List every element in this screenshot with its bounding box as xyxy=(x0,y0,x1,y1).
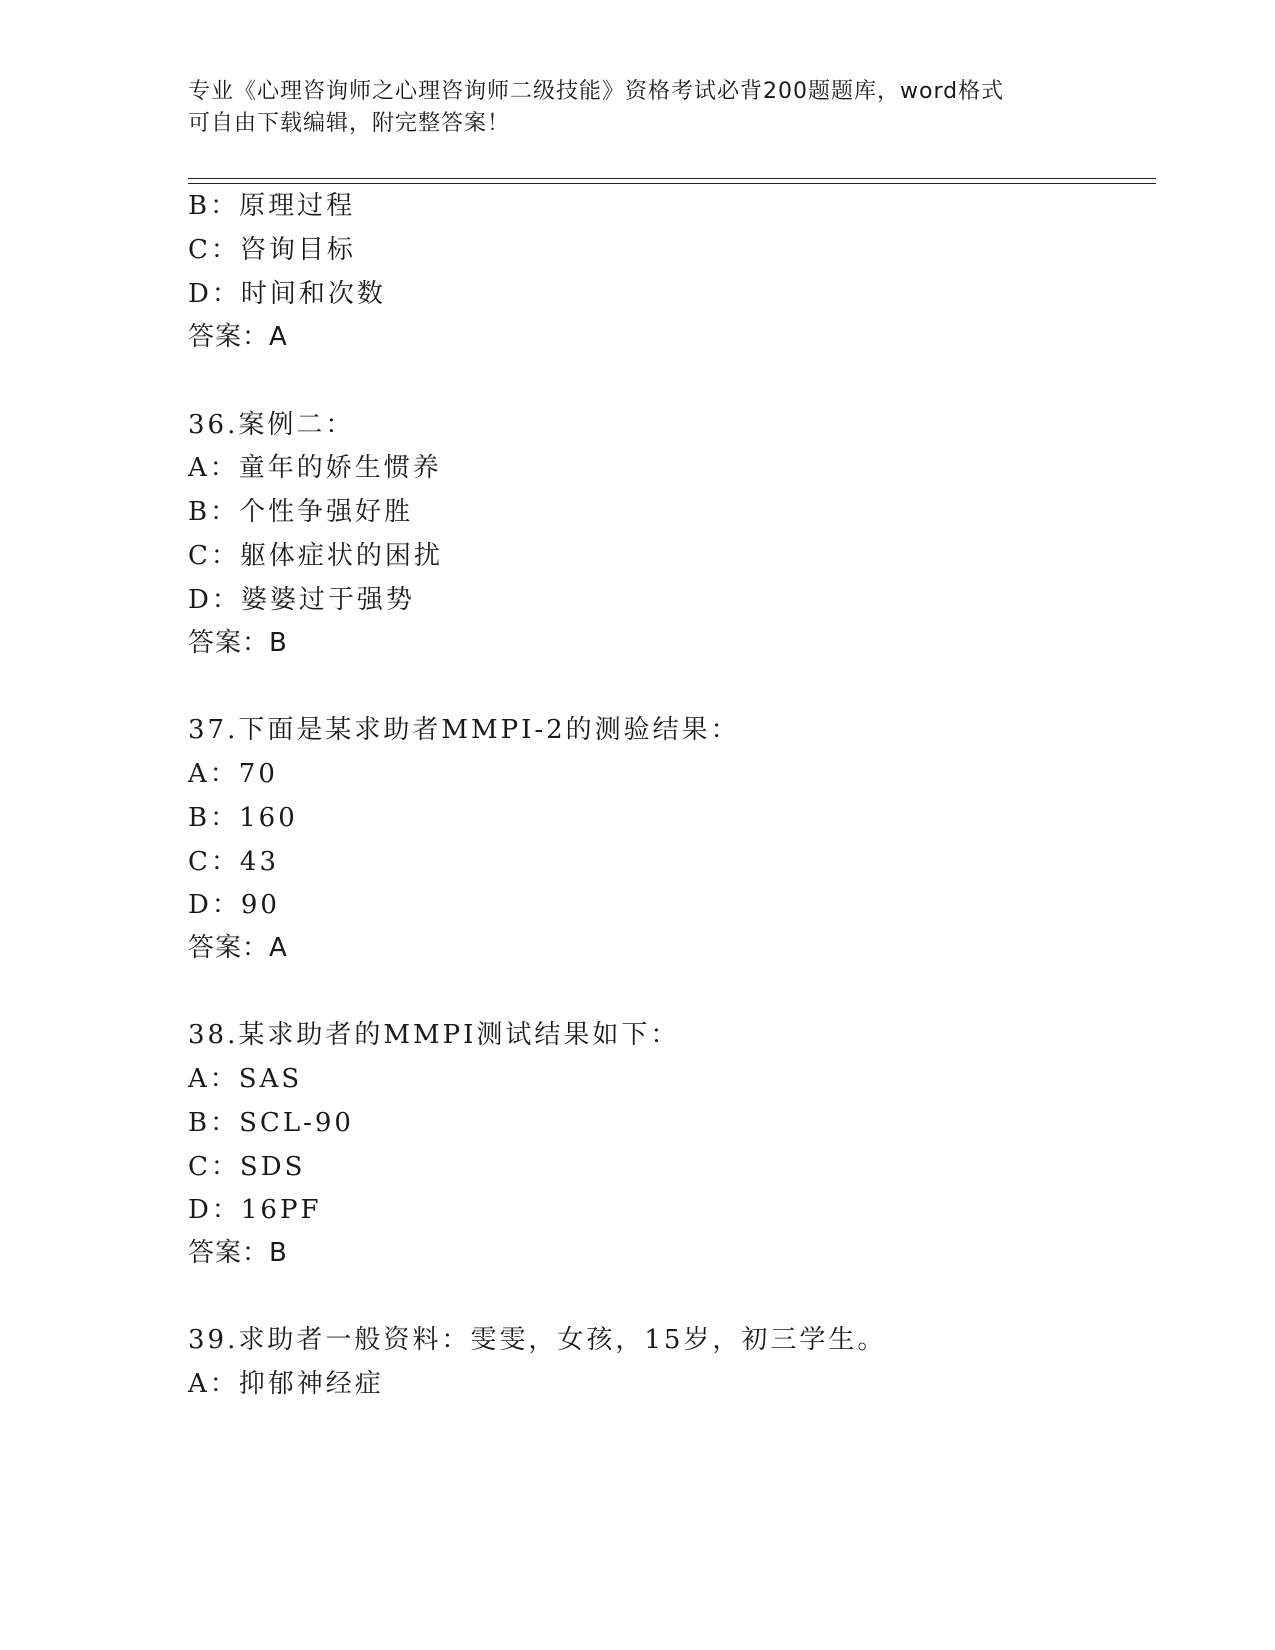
option-d: D：16PF xyxy=(188,1195,322,1225)
option-a: A：SAS xyxy=(188,1064,303,1094)
option-c: C：躯体症状的困扰 xyxy=(188,541,443,571)
header-line-1: 专业《心理咨询师之心理咨询师二级技能》资格考试必背200题题库，word格式 xyxy=(188,79,1005,104)
header-divider-bottom xyxy=(188,183,1156,184)
answer-line: 答案：B xyxy=(188,1238,288,1268)
question-stem: 39.求助者一般资料：雯雯，女孩，15岁，初三学生。 xyxy=(188,1325,887,1355)
question-stem: 36.案例二： xyxy=(188,410,355,440)
option-d: D：90 xyxy=(188,890,280,920)
question-stem: 37.下面是某求助者MMPI-2的测验结果： xyxy=(188,715,740,745)
answer-line: 答案：A xyxy=(188,322,288,352)
option-a: A：70 xyxy=(188,759,278,789)
answer-line: 答案：B xyxy=(188,628,288,658)
document-header xyxy=(188,76,1088,140)
option-a: A：童年的娇生惯养 xyxy=(188,453,442,483)
option-c: C：咨询目标 xyxy=(188,235,356,265)
question-stem: 38.某求助者的MMPI测试结果如下： xyxy=(188,1020,680,1050)
option-d: D：时间和次数 xyxy=(188,279,386,309)
option-d: D：婆婆过于强势 xyxy=(188,585,415,615)
option-a: A：抑郁神经症 xyxy=(188,1369,384,1399)
option-c: C：43 xyxy=(188,847,279,877)
answer-line: 答案：A xyxy=(188,933,288,963)
option-b: B：SCL-90 xyxy=(188,1108,354,1138)
option-b: B：个性争强好胜 xyxy=(188,497,414,527)
header-divider-top xyxy=(188,178,1156,179)
option-b: B：160 xyxy=(188,803,298,833)
option-c: C：SDS xyxy=(188,1152,306,1182)
header-line-2: 可自由下载编辑，附完整答案！ xyxy=(188,111,511,136)
option-b: B：原理过程 xyxy=(188,191,356,221)
